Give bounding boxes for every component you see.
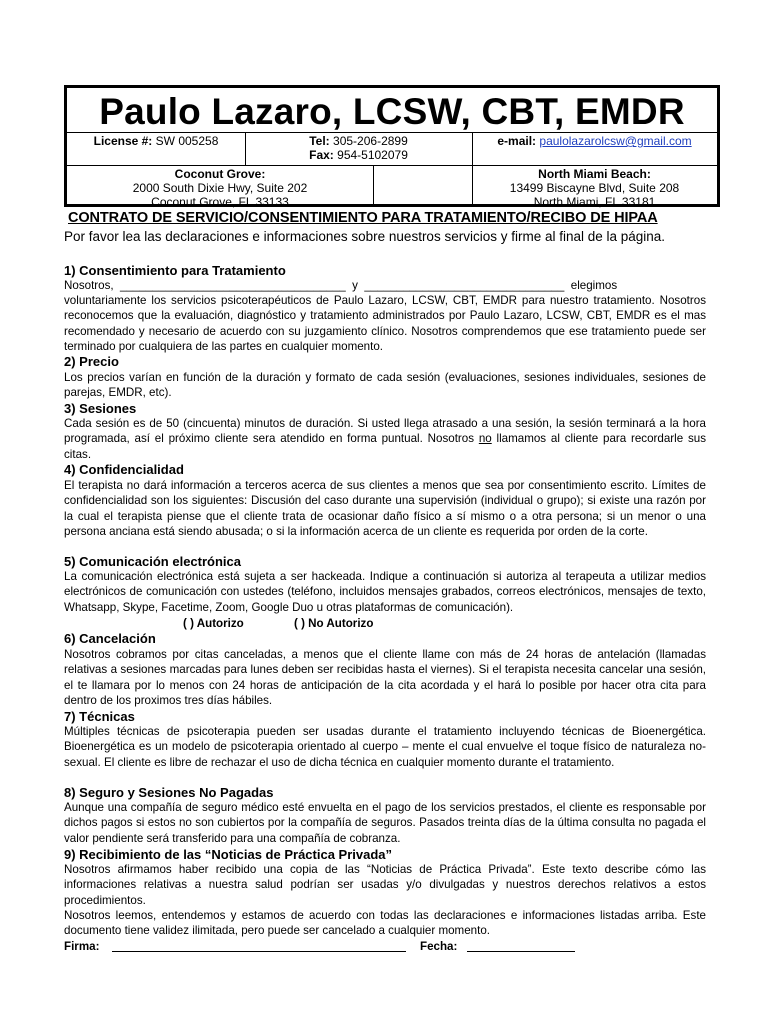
section-1-body: voluntariamente los servicios psicoterapéuticos de Paulo Lazaro, LCSW, CBT, EMDR para nuestro tratamiento. Nosotros reconocemos que la evaluación, diagnóstico y tratamiento administrados por Paulo Lazaro, LCSW, CBT, EMDR es el mas recomendado y necesario de acuerdo con su juzgamiento clínico. Nosotros comprendemos que ese tratamiento puede ser terminado por cualquiera de las partes en cualquier momento. bbox=[64, 294, 706, 354]
section-5-heading: 5) Comunicación electrónica bbox=[64, 554, 241, 569]
phone-cell bbox=[245, 134, 472, 162]
intro-text: Por favor lea las declaraciones e informaciones sobre nuestros servicios y firme al final de la página. bbox=[64, 229, 666, 244]
section-6-heading: 6) Cancelación bbox=[64, 631, 156, 646]
fax-value: 954-5102079 bbox=[337, 148, 408, 162]
header-divider-middle bbox=[67, 165, 717, 166]
section-2-body: Los precios varían en función de la duración y formato de cada sesión (evaluaciones, sesiones individuales, sesiones de parejas, EMDR, etc). bbox=[64, 371, 706, 400]
section-9-body: Nosotros afirmamos haber recibido una copia de las “Noticias de Práctica Privada”. Este texto describe cómo las informaciones relativas a nuestra salud podrían ser usadas y/o divulgadas y nuestros derechos relativos a estos procedimientos. bbox=[64, 863, 706, 907]
no-authorize-option[interactable]: ( ) No Autorizo bbox=[294, 617, 374, 630]
section-8-body: Aunque una compañía de seguro médico esté envuelta en el pago de los servicios prestados, el cliente es responsable por dichos pagos si estos no son cubiertos por la compañía de seguros. Pasados treinta días de la última consulta no pagada el valor pendiente será transferido para una compañía de cobranza. bbox=[64, 801, 706, 845]
therapist-name-title: Paulo Lazaro, LCSW, CBT, EMDR bbox=[99, 91, 685, 132]
section-4-body: El terapista no dará información a terceros acerca de sus clientes a menos que sea por consentimiento escrito. Límites de confidencialidad son los siguientes: Discusión del caso durante una supervisión (individual o grupo); si existe una razón por la cual el terapista piense que el cliente trata de ocasionar daño físico a sí mismo o a otra persona; si un menor o una persona anciana está siendo abusada; o si la información acerca de un cliente es requerida por orden de la corte. bbox=[64, 479, 706, 539]
signature-label: Firma: bbox=[64, 940, 100, 953]
section-8-heading: 8) Seguro y Sesiones No Pagadas bbox=[64, 785, 274, 800]
office2-address-line2: North Miami, FL 33181 bbox=[533, 195, 656, 209]
office1-address-line1: 2000 South Dixie Hwy, Suite 202 bbox=[132, 181, 308, 195]
section-1-names-line[interactable]: Nosotros, ___________________________________ y _______________________________ elegimos bbox=[64, 279, 618, 292]
office1-name: Coconut Grove: bbox=[174, 167, 266, 181]
license-label: License #: bbox=[93, 134, 153, 148]
section-4-heading: 4) Confidencialidad bbox=[64, 462, 184, 477]
section-9-heading: 9) Recibimiento de las “Noticias de Práctica Privada” bbox=[64, 847, 393, 862]
section-2-heading: 2) Precio bbox=[64, 354, 119, 369]
header-col-divider-3 bbox=[373, 165, 374, 204]
section-7-body: Múltiples técnicas de psicoterapia pueden ser usadas durante el tratamiento incluyendo técnicas de Bioenergética. Bioenergética es un modelo de psicoterapia orientado al cuerpo – mente el cual envuelve el toque físico de naturaleza no-sexual. El cliente es libre de rechazar el uso de dicha técnica en cualquier momento durante el tratamiento. bbox=[64, 725, 706, 769]
section-3-emphasis-no: no bbox=[478, 432, 492, 446]
tel-label: Tel: bbox=[309, 134, 330, 148]
section-3-heading: 3) Sesiones bbox=[64, 401, 137, 416]
license-value: SW 005258 bbox=[155, 134, 219, 148]
contract-title: CONTRATO DE SERVICIO/CONSENTIMIENTO PARA TRATAMIENTO/RECIBO DE HIPAA bbox=[68, 210, 658, 226]
office-north-miami-beach bbox=[472, 167, 717, 209]
section-5-body: La comunicación electrónica está sujeta a ser hackeada. Indique a continuación si autoriza al terapeuta a utilizar medios electrónicos de comunicación con ustedes (teléfono, incluidos mensajes grabados, correos electrónicos, mensajes de texto, Whatsapp, Skype, Facetime, Zoom, Google Duo u otras plataformas de comunicación). bbox=[64, 570, 706, 614]
fax-label: Fax: bbox=[309, 148, 334, 162]
office2-name: North Miami Beach: bbox=[538, 167, 651, 181]
office2-address-line1: 13499 Biscayne Blvd, Suite 208 bbox=[509, 181, 680, 195]
tel-value: 305-206-2899 bbox=[333, 134, 408, 148]
header-divider-top bbox=[67, 132, 717, 133]
email-label: e-mail: bbox=[497, 134, 537, 148]
section-9-agreement: Nosotros leemos, entendemos y estamos de acuerdo con todas las declaraciones e informaciones listadas arriba. Este documento tiene validez ilimitada, pero puede ser cancelado a cualquier momento. bbox=[64, 909, 706, 938]
section-6-body: Nosotros cobramos por citas canceladas, a menos que el cliente llame con más de 24 horas de antelación (llamadas relativas a sesiones marcadas para lunes deben ser recibidas hasta el viernes). Si el terapista necesita cancelar una sesión, el te llamara por lo menos con 24 horas de anticipación de la cita acordada y el hará lo posible por hacer otra cita para dentro de los proximos tres días hábiles. bbox=[64, 648, 706, 708]
office-coconut-grove bbox=[67, 167, 373, 209]
section-3-body-part-a: Cada sesión es de 50 (cincuenta) minutos de duración. Si usted llega atrasado a una sesión, la sesión terminará a la hora programada, así el próximo cliente sera atendido en forma puntual. Nosotros bbox=[64, 417, 706, 446]
letterhead-box bbox=[64, 85, 720, 207]
section-3-body-part-b: llamamos al cliente para recordarle sus citas. bbox=[64, 432, 706, 461]
section-1-heading: 1) Consentimiento para Tratamiento bbox=[64, 263, 286, 278]
signature-field[interactable] bbox=[112, 951, 406, 952]
section-7-heading: 7) Técnicas bbox=[64, 709, 135, 724]
email-link[interactable]: paulolazarolcsw@gmail.com bbox=[539, 134, 692, 148]
date-field[interactable] bbox=[467, 951, 575, 952]
authorize-option[interactable]: ( ) Autorizo bbox=[183, 617, 244, 630]
office1-address-line2: Coconut Grove, FL 33133 bbox=[151, 195, 289, 209]
license-cell bbox=[67, 134, 245, 148]
date-label: Fecha: bbox=[420, 940, 458, 953]
email-cell bbox=[472, 134, 717, 148]
section-3-body bbox=[64, 416, 706, 462]
